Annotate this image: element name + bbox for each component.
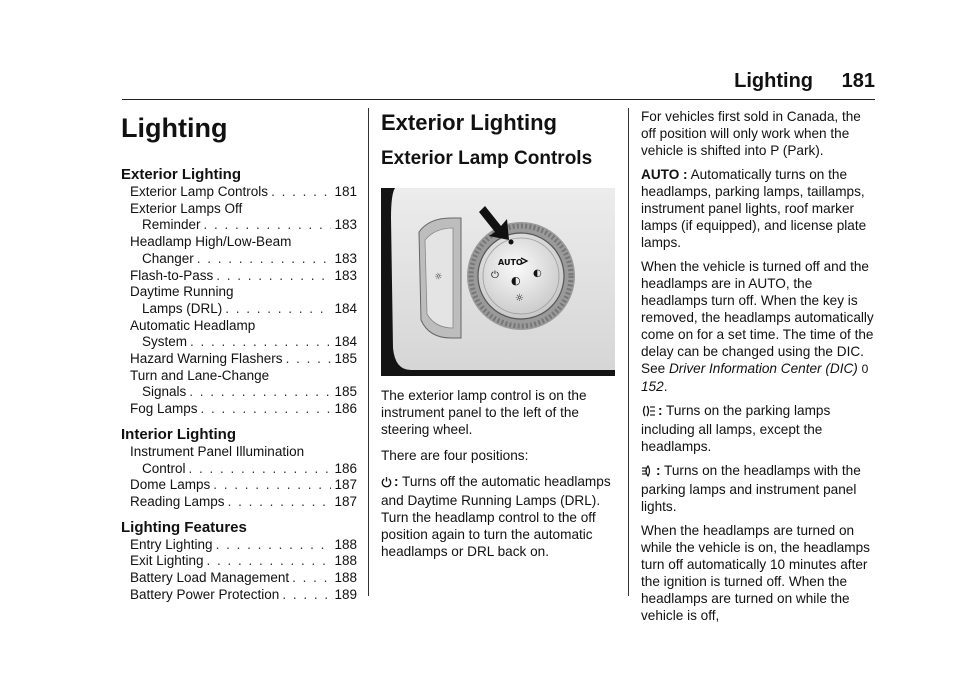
toc-entry-label: Dome Lamps (130, 477, 211, 493)
toc-entry-label: Reminder (142, 217, 201, 233)
toc-entry-label: Exterior Lamps Off (130, 200, 243, 216)
svg-text:☼: ☼ (433, 271, 444, 283)
toc-leader-dots (216, 268, 331, 285)
toc-leader-dots (282, 587, 331, 604)
punctuation: . (663, 379, 668, 394)
toc-entry-label: Exit Lighting (130, 553, 204, 569)
toc-entry-label: Turn and Lane-Change (130, 367, 270, 383)
toc-entry[interactable] (121, 494, 357, 511)
subsection-title: Exterior Lamp Controls (381, 148, 593, 169)
toc-entry-label: Exterior Lamp Controls (130, 184, 269, 199)
header-rule (122, 99, 875, 100)
svg-text:⏻: ⏻ (491, 270, 499, 281)
toc-entry[interactable] (121, 587, 357, 604)
toc-page-number: 187 (334, 493, 357, 509)
toc-entry-label: Fog Lamps (130, 401, 198, 417)
section-title: Exterior Lighting (381, 110, 557, 135)
toc-page-number: 187 (334, 477, 357, 493)
paragraph: There are four positions: (381, 448, 529, 463)
lamp-control-figure (381, 188, 615, 376)
toc-leader-dots (292, 570, 331, 587)
page-number: 181 (841, 70, 875, 92)
lamp-control-illustration (381, 188, 615, 376)
toc-list (121, 166, 357, 603)
header-title: Lighting (734, 70, 813, 92)
page-header (122, 70, 875, 100)
paragraph-off-position (381, 473, 615, 560)
toc-leader-dots (207, 553, 332, 570)
toc-leader-dots (216, 537, 332, 554)
paragraph-text: Turns off the automatic headlamps and Daytime Running Lamps (DRL). Turn the headlamp control to the off position again to turn the automatic headlamps or DRL back on. (381, 474, 611, 559)
power-off-icon (381, 475, 392, 492)
toc-entry-label: Hazard Warning Flashers (130, 351, 283, 367)
toc-entry-label: Entry Lighting (130, 536, 213, 552)
toc-page-number: 189 (334, 586, 357, 602)
paragraph (641, 258, 877, 395)
toc-entry-label: Signals (142, 384, 187, 400)
svg-text:☼: ☼ (515, 293, 524, 304)
content-column-1 (381, 108, 615, 560)
toc-page-number: 188 (334, 553, 357, 569)
toc-section-heading: Interior Lighting (121, 425, 236, 443)
paragraph-text: Automatically turns on the headlamps, parking lamps, taillamps, instrument panel lights, roof marker lamps (if equipped), and license plate lamps. (641, 167, 867, 250)
toc-leader-dots (225, 301, 331, 318)
page-ref-arrow-icon: 0 (861, 362, 869, 376)
toc-entry-label: Daytime Running (130, 284, 234, 300)
paragraph-auto (641, 166, 877, 251)
toc-page-number: 184 (334, 300, 357, 316)
toc-entry-label: Instrument Panel Illumination (130, 443, 305, 459)
headlamp-icon (641, 464, 654, 481)
toc-entry-label: Battery Power Protection (130, 586, 280, 602)
toc-leader-dots (189, 384, 331, 401)
paragraph-headlamps (641, 462, 877, 515)
paragraph: The exterior lamp control is on the instrument panel to the left of the steering wheel. (381, 388, 587, 437)
paragraph: When the headlamps are turned on while the vehicle is on, the headlamps turn off automatically 10 minutes after the ignition is turned off. When the headlamps are turned on while the vehicle is off, (641, 523, 870, 623)
toc-page-number: 185 (334, 351, 357, 367)
toc-page-number: 181 (334, 184, 357, 199)
toc-page-number: 183 (334, 267, 357, 283)
paragraph: For vehicles first sold in Canada, the off position will only work when the vehicle is shifted into P (Park). (641, 109, 861, 158)
toc-entry-label: Headlamp High/Low-Beam (130, 234, 292, 250)
parking-lamps-icon (641, 404, 656, 421)
column-divider (628, 108, 629, 596)
toc-entry[interactable] (121, 570, 357, 587)
paragraph-text: When the vehicle is turned off and the headlamps are in AUTO, the headlamps turn off. When the key is removed, the headlamps automatically come on for a set time. The time of the delay can be changed using the DIC. See (641, 259, 874, 376)
paragraph-text: Turns on the headlamps with the parking lamps and instrument panel lights. (641, 463, 861, 514)
toc-leader-dots (213, 477, 331, 494)
toc-entry-label: System (142, 334, 188, 350)
toc-leader-dots (201, 401, 332, 418)
toc-entry-label: Flash-to-Pass (130, 267, 214, 283)
paragraph-parking-lamps (641, 402, 877, 455)
term-headlamps: : (656, 463, 661, 478)
toc-entry[interactable] (121, 234, 357, 267)
toc-entry[interactable] (121, 537, 357, 554)
column-divider (368, 108, 369, 596)
toc-leader-dots (189, 461, 332, 478)
toc-page-number: 188 (334, 570, 357, 586)
toc-entry[interactable] (121, 553, 357, 570)
cross-reference-page[interactable]: 152 (641, 379, 664, 394)
toc-leader-dots (204, 217, 332, 234)
toc-page-number: 186 (334, 460, 357, 476)
toc-entry-label: Reading Lamps (130, 493, 225, 509)
toc-entry[interactable] (121, 444, 357, 477)
toc-entry[interactable] (121, 201, 357, 234)
toc-entry-label: Changer (142, 250, 194, 266)
svg-text:◐: ◐ (533, 268, 542, 279)
svg-text:◐: ◐ (511, 274, 521, 287)
toc-entry[interactable] (121, 401, 357, 418)
toc-leader-dots (271, 184, 331, 201)
toc-entry-label: Battery Load Management (130, 570, 290, 586)
toc-leader-dots (190, 334, 331, 351)
toc-entry[interactable] (121, 184, 357, 201)
toc-entry-label: Lamps (DRL) (142, 300, 223, 316)
toc-entry[interactable] (121, 351, 357, 368)
toc-entry[interactable] (121, 284, 357, 317)
toc-page-number: 183 (334, 217, 357, 233)
toc-entry[interactable] (121, 368, 357, 401)
toc-leader-dots (228, 494, 332, 511)
chapter-title: Lighting (121, 113, 228, 143)
toc-leader-dots (197, 251, 332, 268)
toc-entry[interactable] (121, 477, 357, 494)
paragraph-text: Turns on the parking lamps including all lamps, except the headlamps. (641, 403, 831, 454)
toc-page-number: 183 (334, 250, 357, 266)
toc-page-number: 185 (334, 384, 357, 400)
toc-page-number: 188 (334, 536, 357, 552)
toc-entry[interactable] (121, 268, 357, 285)
chapter-toc (121, 108, 357, 603)
term-auto: AUTO : (641, 167, 688, 182)
knob-auto-label: AUTO (498, 258, 523, 267)
toc-section-heading: Lighting Features (121, 518, 247, 536)
toc-page-number: 184 (334, 334, 357, 350)
toc-leader-dots (286, 351, 332, 368)
cross-reference[interactable]: Driver Information Center (DIC) (668, 361, 858, 376)
term-off: : (394, 474, 399, 489)
toc-entry-label: Control (142, 460, 186, 476)
toc-page-number: 186 (334, 401, 357, 417)
term-parking: : (658, 403, 663, 418)
toc-section-heading: Exterior Lighting (121, 166, 241, 183)
content-column-2 (641, 108, 877, 631)
toc-entry[interactable] (121, 318, 357, 351)
toc-entry-label: Automatic Headlamp (130, 317, 256, 333)
